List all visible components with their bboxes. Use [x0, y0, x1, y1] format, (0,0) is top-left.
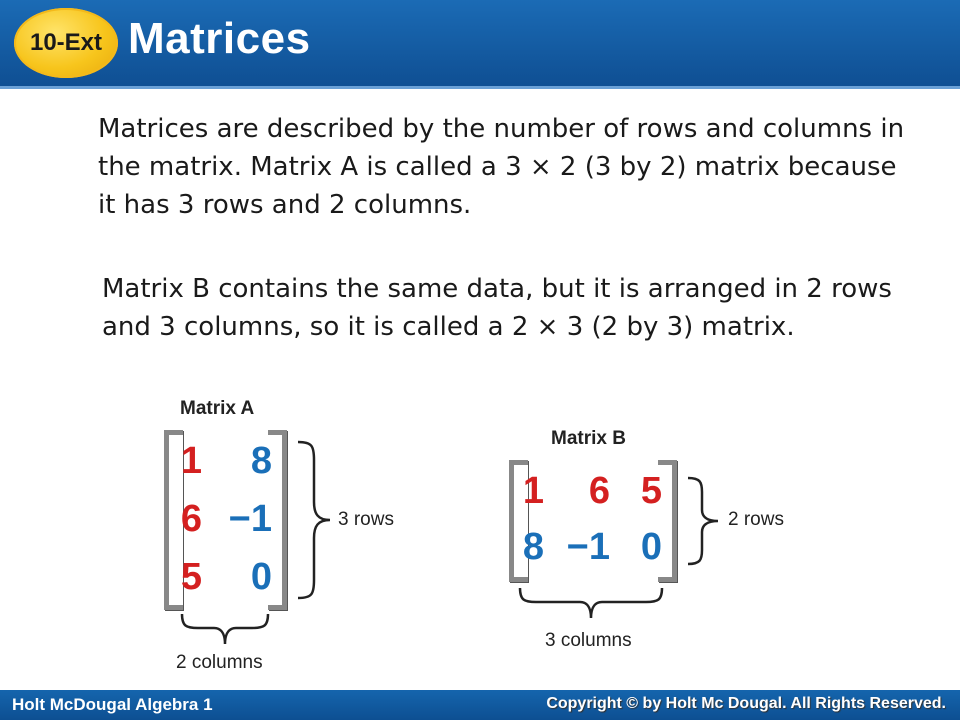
matrix-b-rows-label: 2 rows	[728, 509, 784, 530]
footer-book-title: Holt McDougal Algebra 1	[12, 695, 213, 714]
matrix-a-rows-brace	[296, 440, 336, 600]
matrix-a-entry-r3c2: 0	[250, 556, 272, 598]
matrix-b-entry-r1c3: 5	[640, 470, 662, 512]
matrix-b-entry-r2c1: 8	[522, 526, 544, 568]
matrix-a-entry-r3c1: 5	[180, 556, 202, 598]
matrix-b-entry-r2c3: 0	[640, 526, 662, 568]
matrix-a-label: Matrix A	[180, 398, 255, 419]
paragraph-matrix-a: Matrices are described by the number of rows and columns in the matrix. Matrix A is called a 3 × 2 (3 by 2) matrix because it has 3 rows and 2 columns.	[98, 114, 905, 220]
matrix-a-columns-brace	[180, 612, 270, 652]
matrix-a-rows-label: 3 rows	[338, 509, 394, 530]
matrix-a-entry-r1c1: 1	[180, 440, 202, 482]
matrix-b-columns-label: 3 columns	[545, 630, 632, 651]
matrix-b-entry-r2c2: −1	[566, 526, 610, 568]
slide-header	[0, 0, 960, 89]
matrix-a-columns-label: 2 columns	[176, 652, 263, 673]
matrix-a-entry-r1c2: 8	[250, 440, 272, 482]
slide-title: Matrices	[128, 14, 311, 63]
matrix-b-rows-brace	[686, 476, 722, 566]
slide-footer	[0, 690, 960, 720]
footer-copyright: Copyright © by Holt Mc Dougal. All Rights Reserved.	[546, 695, 946, 712]
matrix-a-entry-r2c2: −1	[228, 498, 272, 540]
matrix-b-columns-brace	[518, 586, 664, 626]
matrix-b-entry-r1c1: 1	[522, 470, 544, 512]
lesson-badge: 10-Ext	[14, 8, 118, 78]
matrix-a-entry-r2c1: 6	[180, 498, 202, 540]
matrix-b-label: Matrix B	[551, 428, 626, 449]
paragraph-matrix-b: Matrix B contains the same data, but it is arranged in 2 rows and 3 columns, so it is called a 2 × 3 (2 by 3) matrix.	[102, 274, 892, 342]
matrix-b-entry-r1c2: 6	[588, 470, 610, 512]
